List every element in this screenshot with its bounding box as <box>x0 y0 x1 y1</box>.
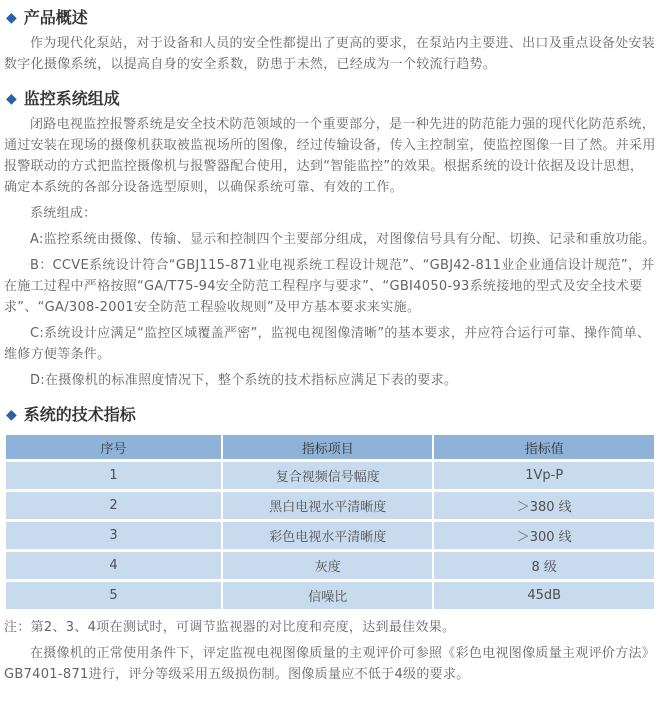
column-header-number: 序号 <box>6 435 221 459</box>
cell-item: 复合视频信号幅度 <box>223 462 432 489</box>
table-note: 注：第2、3、4项在测试时，可调节监视器的对比度和亮度，达到最佳效果。 <box>4 620 456 635</box>
cell-number: 4 <box>6 552 221 579</box>
cell-item: 黑白电视水平清晰度 <box>223 492 432 519</box>
cell-item: 灰度 <box>223 552 432 579</box>
diamond-bullet-icon: ◆ <box>6 10 17 26</box>
cell-value: 45dB <box>434 582 654 609</box>
paragraph-product-overview: 作为现代化泵站，对于设备和人员的安全性都提出了更高的要求，在泵站内主要进、出口及重点设备处安装数字化摄像系统，以提高自身的安全系数，防患于未然，已经成为一个较流行趋势。 <box>4 36 656 72</box>
paragraph-item-c: C:系统设计应满足“监控区域覆盖严密”，监视电视图像清晰”的基本要求，并应符合运行可靠、操作简单、维修方便等条件。 <box>4 326 651 362</box>
cell-value: ＞380 线 <box>434 492 654 519</box>
cell-value: 8 级 <box>434 552 654 579</box>
section-heading-product-overview <box>6 8 656 28</box>
diamond-bullet-icon: ◆ <box>6 407 17 423</box>
table-row <box>6 582 654 609</box>
cell-item: 信噪比 <box>223 582 432 609</box>
paragraph-composition-label: 系统组成： <box>30 206 97 221</box>
cell-number: 1 <box>6 462 221 489</box>
cell-value: 1Vp-P <box>434 462 654 489</box>
paragraph-subjective-evaluation: 在摄像机的正常使用条件下，评定监视电视图像质量的主观评价可参照《彩色电视图像质量主观评价方法》GB7401-871进行，评分等级采用五级损伤制。图像质量应不低于4级的要求。 <box>4 646 656 682</box>
table-header-row <box>6 435 654 459</box>
table-row <box>6 492 654 519</box>
paragraph-item-a: A:监控系统由摄像、传输、显示和控制四个主要部分组成，对图像信号具有分配、切换、记录和重放功能。 <box>30 232 656 247</box>
table-row <box>6 552 654 579</box>
paragraph-cctv-intro: 闭路电视监控报警系统是安全技术防范领域的一个重要部分，是一种先进的防范能力强的现代化防范系统，通过安装在现场的摄像机获取被监视场所的图像，经过传输设备，传入主控制室，使监控图像一目了然。并采用报警联动的方式把监控摄像机与报警器配合使用，达到“智能监控”的效果。根据系统的设计依据及设计思想，确定本系统的各部分设备选型原则，以确保系统可靠、有效的工作。 <box>4 117 656 195</box>
section-heading-system-composition <box>6 89 656 109</box>
paragraph-item-b: B：CCVE系统设计符合“GBJ115-871业电视系统工程设计规范”、“GBJ42-811业企业通信设计规范”，并在施工过程中严格按照“GA/T75-94安全防范工程程序与要求”、“GBI4050-93系统接地的型式及安全技术要求”、“GA/308-2001安全防范工程验收规则”及甲方基本要求来实施。 <box>4 258 655 315</box>
cell-item: 彩色电视水平清晰度 <box>223 522 432 549</box>
cell-number: 3 <box>6 522 221 549</box>
column-header-value: 指标值 <box>434 435 654 459</box>
column-header-item: 指标项目 <box>223 435 432 459</box>
section-title: 产品概述 <box>23 8 88 27</box>
cell-number: 2 <box>6 492 221 519</box>
cell-number: 5 <box>6 582 221 609</box>
spec-table <box>4 432 656 612</box>
section-title: 监控系统组成 <box>23 89 120 108</box>
paragraph-item-d: D:在摄像机的标准照度情况下，整个系统的技术指标应满足下表的要求。 <box>30 373 458 388</box>
cell-value: ＞300 线 <box>434 522 654 549</box>
section-heading-tech-specs <box>6 405 656 425</box>
section-title: 系统的技术指标 <box>23 405 136 424</box>
table-row <box>6 522 654 549</box>
table-row <box>6 462 654 489</box>
diamond-bullet-icon: ◆ <box>6 91 17 107</box>
